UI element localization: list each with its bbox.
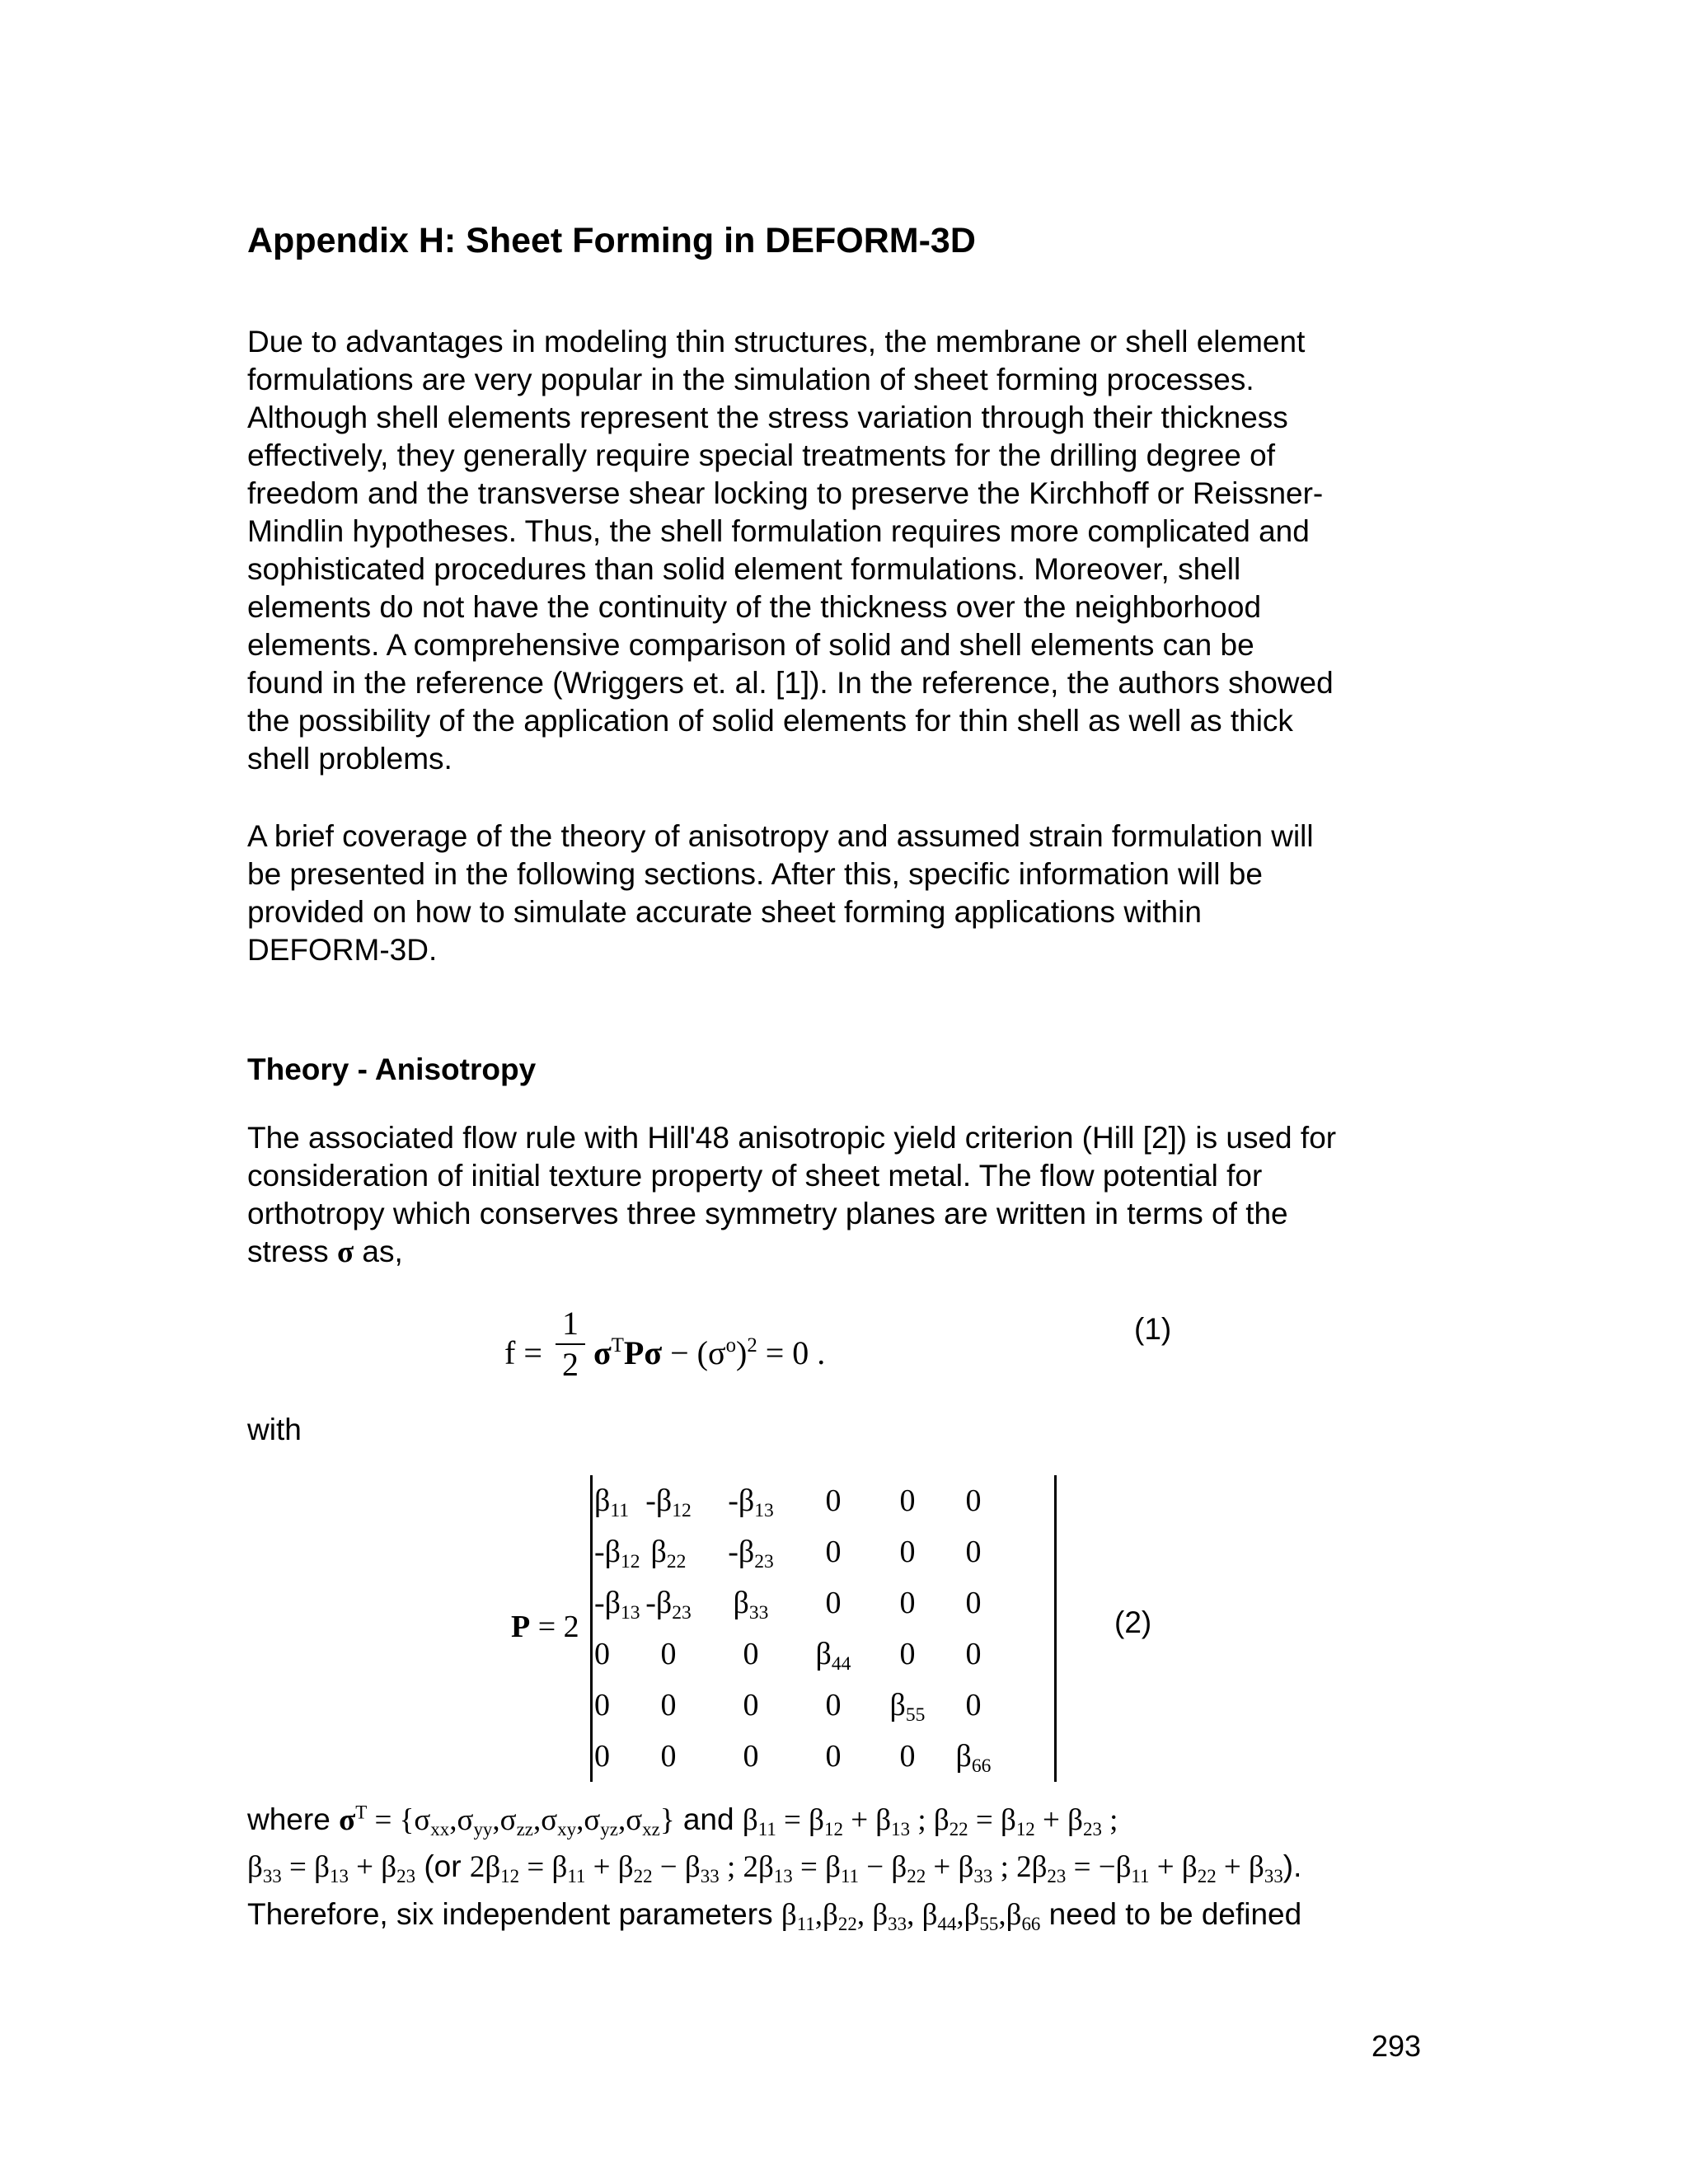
matrix-cell-subscript: 13	[621, 1602, 640, 1624]
matrix-cell-base: 0	[825, 1483, 842, 1518]
independent-parameters: $\beta_{11},\beta_{22}$, $\beta_{33}$, $\beta_{44},\beta_{55},\beta_{66}$	[781, 1898, 1041, 1934]
matrix-cell-base: 0	[965, 1586, 982, 1620]
eq1-minus: − (σ	[662, 1334, 726, 1371]
matrix-cell-base: 0	[743, 1688, 759, 1722]
matrix-cell	[710, 1577, 792, 1629]
matrix-cell	[710, 1629, 792, 1680]
matrix-cell	[874, 1475, 940, 1526]
beta-relations-3: $2\beta_{12} = \beta_{11} + \beta_{22} - \beta_{33}$ ; $2\beta_{13} = \beta_{11} - \beta_{22} + \beta_{33}$ ; $2\beta_{23} = -\beta_{11} + \beta_{22} + \beta_{33}$	[469, 1850, 1283, 1886]
matrix-cell	[940, 1731, 1006, 1782]
eq1-denominator: 2	[562, 1346, 579, 1383]
matrix-cell-subscript: 11	[610, 1500, 630, 1522]
intro-line: Due to advantages in modeling thin structures, the membrane or shell element	[247, 325, 1306, 359]
matrix-cell-base: 0	[899, 1586, 916, 1620]
eq2-number: (2)	[1114, 1605, 1152, 1639]
matrix-row	[593, 1577, 1054, 1629]
eq1-number: (1)	[1134, 1312, 1172, 1346]
intro-line: the possibility of the application of solid elements for thin shell as well as thick	[247, 704, 1293, 738]
matrix-cell	[874, 1577, 940, 1629]
matrix-cell	[710, 1680, 792, 1731]
theory-line: consideration of initial texture property of sheet metal. The flow potential for	[247, 1159, 1263, 1193]
stress-suffix: as,	[362, 1235, 403, 1268]
matrix-cell-base: 0	[660, 1688, 677, 1722]
brief-line: provided on how to simulate accurate sheet forming applications within	[247, 895, 1202, 929]
matrix-cell	[940, 1526, 1006, 1577]
matrix-cell-base: -β	[645, 1483, 673, 1518]
need-text: need to be defined	[1048, 1897, 1302, 1931]
matrix-cell	[792, 1680, 874, 1731]
matrix-cell-base: 0	[743, 1739, 759, 1774]
intro-line: shell problems.	[247, 742, 452, 776]
matrix-cell-subscript: 22	[666, 1551, 687, 1573]
beta-relations-2: $\beta_{33} = \beta_{13} + \beta_{23}$	[247, 1850, 416, 1886]
matrix-cell-subscript: 23	[672, 1602, 692, 1624]
matrix-cell	[710, 1526, 792, 1577]
sigma-vector-definition: $\sigma^T = \{\sigma_{xx},\sigma_{yy},\sigma_{zz},\sigma_{xy},\sigma_{yz},\sigma_{xz}\}$	[339, 1802, 675, 1840]
beta-line: $\beta_{33} = \beta_{13} + \beta_{23}$ (or $2\beta_{12} = \beta_{11} + \beta_{22} - \beta_{33}$ ; $2\beta_{13} = \beta_{11} - \beta_{22} + \beta_{33}$ ; $2\beta_{23} = -\beta_{11} + \beta_{22} + \beta_{33}$).	[247, 1849, 1302, 1886]
matrix-row	[593, 1475, 1054, 1526]
eq1-sigma: σ	[593, 1334, 612, 1371]
matrix-cell-base: β	[955, 1739, 972, 1774]
matrix-cell	[593, 1475, 630, 1526]
eq1-P: P	[623, 1334, 645, 1371]
eq2-P: P	[511, 1610, 531, 1644]
eq1-square: 2	[747, 1334, 757, 1357]
brief-paragraph	[247, 818, 1451, 969]
matrix-cell	[710, 1475, 792, 1526]
with-line	[247, 1411, 1451, 1449]
eq1-o: o	[725, 1334, 736, 1357]
matrix-cell	[792, 1475, 874, 1526]
eq1-numerator: 1	[562, 1305, 579, 1342]
stress-symbol: σ	[336, 1235, 354, 1269]
page-number: 293	[1372, 2029, 1422, 2063]
matrix-cell-base: β	[594, 1483, 611, 1518]
matrix-cell	[940, 1680, 1006, 1731]
matrix-cell-base: 0	[965, 1637, 982, 1671]
matrix-cell-base: -β	[728, 1535, 755, 1569]
matrix-cell-base: 0	[899, 1739, 916, 1774]
eq1-sigma2: σ	[644, 1334, 663, 1371]
eq1-fraction	[556, 1304, 585, 1385]
matrix-cell	[627, 1577, 710, 1629]
where-label: where	[247, 1802, 331, 1836]
matrix-cell-subscript: 44	[831, 1653, 851, 1675]
matrix-cell-base: 0	[899, 1483, 916, 1518]
matrix-row	[593, 1629, 1054, 1680]
therefore-line	[247, 1896, 1451, 1933]
matrix-cell-base: 0	[825, 1586, 842, 1620]
matrix-cell-base: 0	[660, 1739, 677, 1774]
or-label: (or	[424, 1849, 462, 1883]
theory-line: The associated flow rule with Hill'48 anisotropic yield criterion (Hill [2]) is used for	[247, 1121, 1337, 1155]
equation-1	[504, 1304, 1180, 1403]
intro-line: Mindlin hypotheses. Thus, the shell formulation requires more complicated and	[247, 514, 1310, 548]
brief-line: A brief coverage of the theory of anisotropy and assumed strain formulation will	[247, 819, 1314, 853]
matrix-cell	[627, 1629, 710, 1680]
with-label: with	[247, 1413, 302, 1446]
matrix-cell	[593, 1526, 640, 1577]
intro-line: sophisticated procedures than solid element formulations. Moreover, shell	[247, 552, 1241, 586]
eq1-close: )	[735, 1334, 748, 1371]
matrix-cell-base: β	[815, 1637, 832, 1671]
matrix-cell	[792, 1526, 874, 1577]
matrix-cell	[593, 1629, 627, 1680]
section-heading: Theory - Anisotropy	[247, 1052, 537, 1086]
matrix-row	[593, 1526, 1054, 1577]
appendix-heading: Appendix H: Sheet Forming in DEFORM-3D	[247, 221, 976, 260]
matrix-cell-base: β	[889, 1688, 906, 1722]
matrix-cell-base: 0	[660, 1637, 677, 1671]
matrix-cell	[940, 1475, 1006, 1526]
matrix-cell-subscript: 13	[754, 1500, 774, 1522]
intro-line: effectively, they generally require special treatments for the drilling degree of	[247, 438, 1276, 472]
matrix-cell-base: 0	[594, 1739, 610, 1774]
matrix-cell-base: -β	[728, 1483, 755, 1518]
eq1-rhs	[593, 1333, 825, 1372]
matrix-cell-base: 0	[594, 1637, 610, 1671]
intro-line: found in the reference (Wriggers et. al. [1]). In the reference, the authors showed	[247, 666, 1334, 700]
theory-line: orthotropy which conserves three symmetry planes are written in terms of the	[247, 1197, 1288, 1230]
matrix-cell	[593, 1731, 627, 1782]
intro-line: Although shell elements represent the stress variation through their thickness	[247, 401, 1288, 434]
matrix-cell	[874, 1731, 940, 1782]
matrix-cell-subscript: 12	[621, 1551, 640, 1573]
intro-line: freedom and the transverse shear locking to preserve the Kirchhoff or Reissner-	[247, 476, 1324, 510]
matrix-cell-base: -β	[594, 1586, 621, 1620]
eq2-equals: = 2	[530, 1610, 579, 1644]
matrix-cell-subscript: 66	[971, 1755, 992, 1778]
brief-line: be presented in the following sections. After this, specific information will be	[247, 857, 1263, 891]
matrix-cell-base: 0	[825, 1688, 842, 1722]
matrix-cell-base: 0	[965, 1483, 982, 1518]
matrix-cell	[627, 1526, 710, 1577]
theory-paragraph	[247, 1119, 1451, 1233]
matrix-cell	[874, 1629, 940, 1680]
matrix-cell	[940, 1629, 1006, 1680]
matrix-cell	[627, 1680, 710, 1731]
equation-2	[511, 1475, 1170, 1788]
intro-line: elements do not have the continuity of the thickness over the neighborhood	[247, 590, 1262, 624]
eq1-transpose: T	[611, 1334, 624, 1357]
matrix-cell	[792, 1629, 874, 1680]
matrix-cell-base: -β	[645, 1586, 673, 1620]
stress-prefix: stress	[247, 1235, 329, 1268]
beta-relations-1: $\beta_{11} = \beta_{12} + \beta_{13}$ ; $\beta_{22} = \beta_{12} + \beta_{23}$ ;	[742, 1802, 1118, 1840]
matrix-cell-base: 0	[899, 1535, 916, 1569]
matrix-cell-base: 0	[899, 1637, 916, 1671]
matrix-cell	[593, 1577, 640, 1629]
intro-paragraph	[247, 323, 1451, 778]
matrix-cell	[792, 1731, 874, 1782]
matrix-cell-base: 0	[594, 1688, 610, 1722]
matrix-cell	[710, 1731, 792, 1782]
matrix-cell-base: 0	[965, 1535, 982, 1569]
matrix-cell	[627, 1731, 710, 1782]
matrix-cell	[940, 1577, 1006, 1629]
intro-line: formulations are very popular in the simulation of sheet forming processes.	[247, 363, 1254, 396]
matrix-cell-base: 0	[965, 1688, 982, 1722]
matrix-cell-subscript: 12	[672, 1500, 692, 1522]
eq1-end: = 0 .	[757, 1334, 826, 1371]
matrix-cell	[874, 1680, 940, 1731]
and-label: and	[682, 1802, 734, 1836]
matrix-cell	[627, 1475, 710, 1526]
where-line	[247, 1793, 1451, 1840]
brief-line: DEFORM-3D.	[247, 933, 438, 967]
matrix-cell-base: β	[733, 1586, 749, 1620]
eq1-lhs: f =	[504, 1334, 542, 1371]
matrix-cell-subscript: 55	[905, 1704, 926, 1727]
stress-line	[247, 1233, 1451, 1271]
matrix-cell-subscript: 33	[748, 1602, 769, 1624]
matrix-cell	[792, 1577, 874, 1629]
matrix-cell	[593, 1680, 627, 1731]
matrix-row	[593, 1680, 1054, 1731]
matrix-row	[593, 1731, 1054, 1782]
matrix-cell-base: 0	[825, 1535, 842, 1569]
matrix-cell-base: 0	[825, 1739, 842, 1774]
matrix-cell-subscript: 23	[754, 1551, 774, 1573]
anisotropy-matrix	[590, 1475, 1057, 1782]
matrix-cell-base: β	[650, 1535, 667, 1569]
matrix-cell	[874, 1526, 940, 1577]
matrix-cell-base: 0	[743, 1637, 759, 1671]
eq2-label	[511, 1609, 579, 1645]
matrix-cell-base: -β	[594, 1535, 621, 1569]
intro-line: elements. A comprehensive comparison of solid and shell elements can be	[247, 628, 1254, 662]
therefore-text: Therefore, six independent parameters	[247, 1897, 773, 1931]
